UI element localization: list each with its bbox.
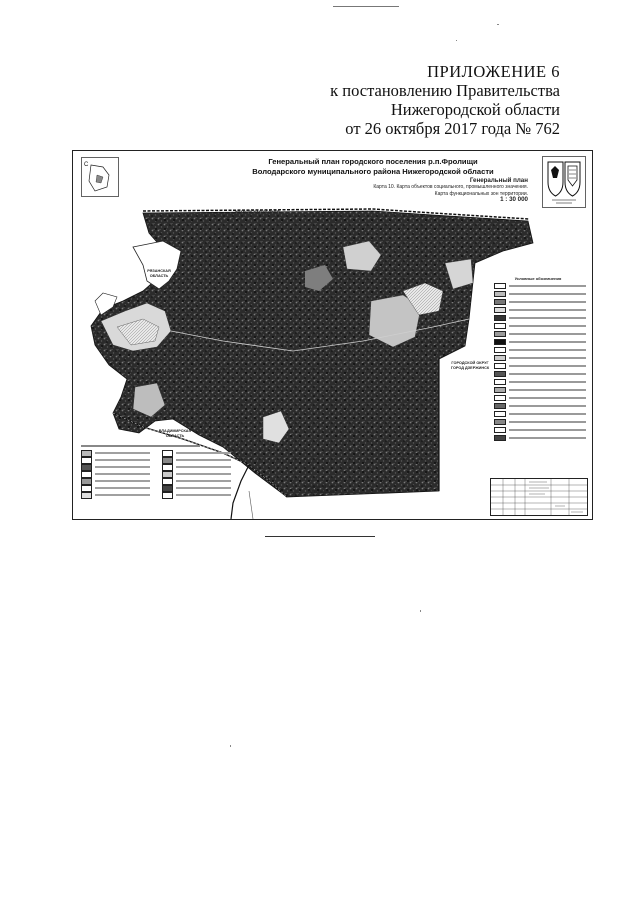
legend-item bbox=[494, 370, 586, 378]
map-header-line1: Генеральный план городского поселения р.п.Фролищи bbox=[268, 157, 478, 166]
map-subtitle-bold: Генеральный план bbox=[469, 177, 528, 184]
legend-item bbox=[494, 338, 586, 346]
legend-item bbox=[494, 378, 586, 386]
appendix-line-date: от 26 октября 2017 года № 762 bbox=[345, 119, 560, 138]
map-subtitle-line2: Карта функциональных зон территории. bbox=[434, 190, 528, 197]
locator-north-letter: С bbox=[84, 162, 89, 168]
map-subtitle-line1: Карта 10. Карта объектов социального, промышленного значения. bbox=[373, 184, 528, 191]
map-scale: 1 : 30 000 bbox=[500, 195, 528, 203]
bottom-legend-item bbox=[81, 492, 251, 499]
legend-item bbox=[494, 434, 586, 442]
legend-item bbox=[494, 410, 586, 418]
map-subtitle-block bbox=[268, 178, 528, 203]
bottom-legend-item bbox=[81, 471, 251, 478]
legend-item bbox=[494, 298, 586, 306]
locator-inset bbox=[81, 157, 119, 197]
legend-item bbox=[494, 426, 586, 434]
title-block-stamp bbox=[490, 478, 588, 516]
label-vladimir-region: ВЛАДИМИРСКАЯ ОБЛАСТЬ bbox=[158, 429, 192, 438]
label-petrovsky: ГОРОДСКОЙ ОКРУГ ПЕТРОВСКИЙ bbox=[302, 485, 340, 494]
legend-item bbox=[494, 346, 586, 354]
label-dzerzhinsk: ГОРОДСКОЙ ОКРУГ ГОРОД ДЗЕРЖИНСК bbox=[450, 361, 490, 370]
label-ivanovo-region: ИВАНОВСКАЯ ОБЛАСТЬ bbox=[234, 210, 282, 214]
legend-item bbox=[494, 290, 586, 298]
legend-item bbox=[494, 362, 586, 370]
bottom-legend-item bbox=[81, 457, 251, 464]
appendix-header bbox=[200, 62, 560, 138]
legend-item bbox=[494, 314, 586, 322]
scan-speck bbox=[230, 745, 231, 747]
legend-item bbox=[494, 322, 586, 330]
scan-speck bbox=[420, 610, 421, 612]
map-header bbox=[223, 157, 523, 177]
coat-of-arms-icon bbox=[542, 156, 586, 208]
map-sheet bbox=[72, 150, 593, 520]
legend-item bbox=[494, 402, 586, 410]
legend-item bbox=[494, 354, 586, 362]
scan-speck bbox=[497, 24, 499, 25]
bottom-legend-item bbox=[81, 478, 251, 485]
legend-item bbox=[494, 386, 586, 394]
legend-list bbox=[494, 282, 586, 442]
label-ryazan-region: РЯЗАНСКАЯ ОБЛАСТЬ bbox=[147, 269, 171, 278]
scan-speck bbox=[456, 40, 457, 41]
legend-item bbox=[494, 330, 586, 338]
appendix-line-region: Нижегородской области bbox=[390, 100, 560, 119]
appendix-line-resolution: к постановлению Правительства bbox=[330, 81, 560, 100]
map-header-line2: Володарского муниципального района Нижегородской области bbox=[252, 167, 494, 176]
appendix-title: ПРИЛОЖЕНИЕ 6 bbox=[427, 62, 560, 81]
top-divider bbox=[333, 6, 399, 7]
legend-item bbox=[494, 394, 586, 402]
bottom-legend-item bbox=[81, 450, 251, 457]
legend-item bbox=[494, 282, 586, 290]
bottom-divider bbox=[265, 536, 375, 537]
legend-title: Условные обозначения bbox=[514, 276, 562, 281]
legend-item bbox=[494, 418, 586, 426]
legend-item bbox=[494, 306, 586, 314]
bottom-legend-item bbox=[81, 464, 251, 471]
bottom-legend bbox=[81, 443, 251, 499]
bottom-legend-item bbox=[81, 485, 251, 492]
